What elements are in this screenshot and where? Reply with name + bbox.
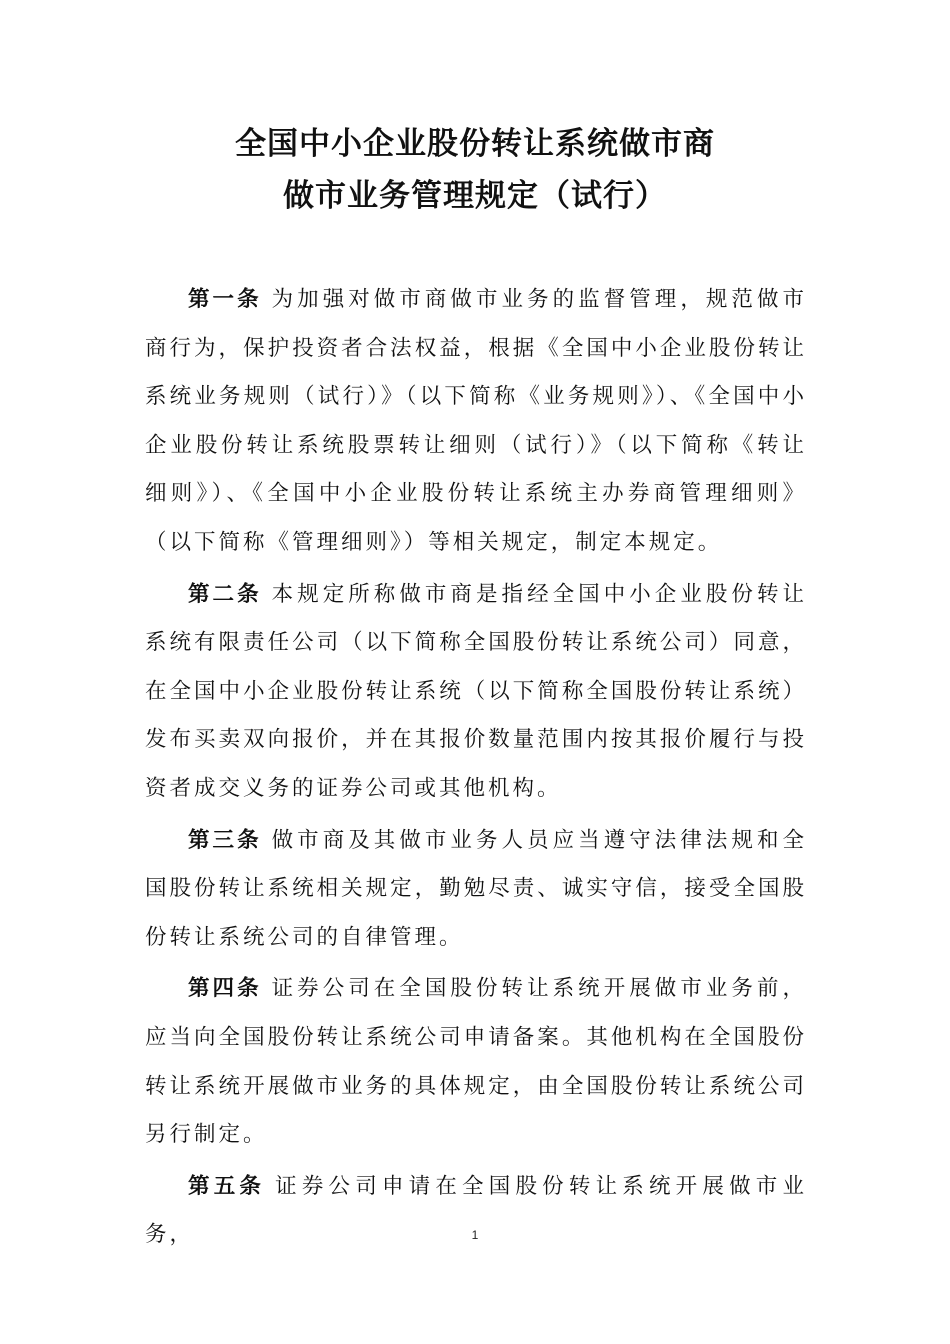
document-title <box>0 118 950 222</box>
article-number: 第五条 <box>188 1173 266 1199</box>
article-number: 第二条 <box>188 581 262 607</box>
article-text: 本规定所称做市商是指经全国中小企业股份转让系统有限责任公司（以下简称全国股份转让系统公司）同意，在全国中小企业股份转让系统（以下简称全国股份转让系统）发布买卖双向报价，并在其报价数量范围内按其报价履行与投资者成交义务的证券公司或其他机构。 <box>145 581 807 801</box>
article-3 <box>145 817 807 963</box>
article-number: 第一条 <box>188 287 262 312</box>
article-text: 证券公司在全国股份转让系统开展做市业务前，应当向全国股份转让系统公司申请备案。其他机构在全国股份转让系统开展做市业务的具体规定，由全国股份转让系统公司另行制定。 <box>145 976 807 1148</box>
article-1 <box>145 276 807 568</box>
article-5 <box>145 1163 807 1260</box>
article-4 <box>145 965 807 1159</box>
title-line-2: 做市业务管理规定（试行） <box>283 178 667 214</box>
article-text: 做市商及其做市业务人员应当遵守法律法规和全国股份转让系统相关规定，勤勉尽责、诚实守信，接受全国股份转让系统公司的自律管理。 <box>145 827 807 950</box>
title-line-1: 全国中小企业股份转让系统做市商 <box>235 126 715 162</box>
article-2 <box>145 571 807 814</box>
article-text: 证券公司申请在全国股份转让系统开展做市业务， <box>145 1173 807 1248</box>
article-number: 第四条 <box>188 976 262 1002</box>
article-number: 第三条 <box>188 827 262 853</box>
document-body <box>145 276 807 1260</box>
article-text: 为加强对做市商做市业务的监督管理，规范做市商行为，保护投资者合法权益，根据《全国中小企业股份转让系统业务规则（试行）》（以下简称《业务规则》）、《全国中小企业股份转让系统股票转让细则（试行）》（以下简称《转让细则》）、《全国中小企业股份转让系统主办券商管理细则》（以下简称《管理细则》）等相关规定，制定本规定。 <box>145 287 807 555</box>
page-number: 1 <box>471 1228 479 1242</box>
